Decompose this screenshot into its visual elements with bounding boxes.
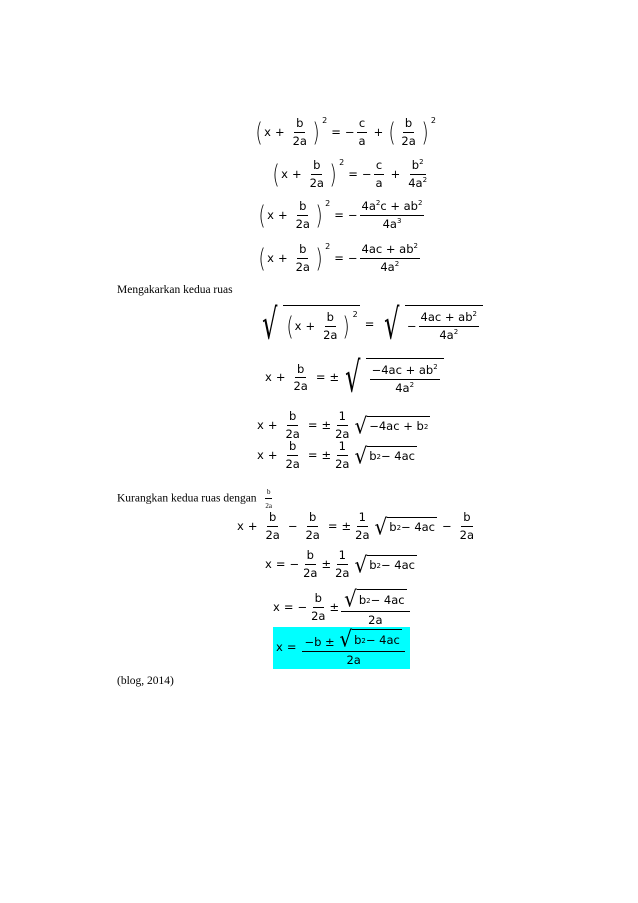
fraction: $\frac{b}{2a}$	[311, 591, 326, 623]
square-root: √ b 2 − 4ac	[344, 585, 405, 613]
fraction: $\frac{-4ac + ab^2}{4a^2}$	[371, 363, 438, 395]
fraction: $\frac{4ac + ab^2}{4a^2}$	[361, 242, 418, 274]
text-kurangkan: Kurangkan kedua ruas dengan $\frac{b}{2a}$	[117, 488, 273, 510]
equation-line-3: ( x + $\frac{b}{2a}$ ) 2 = − $\frac{4a^2c + ab^2}{4a^3}$	[258, 198, 423, 231]
fraction: $\frac{b}{2a}$	[323, 310, 338, 342]
fraction: $\frac{4a^2c + ab^2}{4a^3}$	[361, 199, 423, 231]
fraction: $\frac{c}{a}$	[375, 158, 383, 190]
fraction: $\frac{b}{2a}$	[293, 361, 308, 393]
fraction: $\frac{1}{2a}$	[335, 409, 350, 441]
equation-line-1: ( x + $\frac{b}{2a}$ ) 2 = − $\frac{c}{a}$ + ( $\frac{b}{2a}$ ) 2	[255, 115, 436, 148]
fraction: $\frac{1}{2a}$	[335, 439, 350, 471]
square-root: √ b 2 − 4ac	[354, 442, 415, 469]
equation-line-2: ( x + $\frac{b}{2a}$ ) 2 = − $\frac{c}{a}$ + $\frac{b^2}{4a^2}$	[272, 157, 428, 190]
fraction: $\frac{b}{2a}$	[459, 510, 475, 542]
fraction: $\frac{1}{2a}$	[355, 510, 370, 542]
fraction: $\frac{b}{2a}$	[285, 409, 300, 441]
fraction: $\frac{b^2}{4a^2}$	[408, 158, 428, 190]
equation-line-7: x + $\frac{b}{2a}$ = ± $\frac{1}{2a}$ √ −4ac + b 2	[257, 409, 429, 441]
equation-line-5: √ ( x + $\frac{b}{2a}$ ) 2 = √ − $\frac{4ac + ab^2}{4a^2}$	[256, 305, 484, 345]
fraction: $\frac{b}{2a}$	[303, 548, 318, 580]
citation: (blog, 2014)	[117, 675, 174, 687]
fraction: $\frac{b}{2a}$	[265, 510, 280, 542]
fraction: $\frac{4ac + ab^2}{4a^2}$	[420, 310, 477, 342]
square-root: √ b 2 − 4ac	[339, 625, 400, 653]
fraction: −b ± √ b 2 − 4ac 2a	[302, 629, 404, 667]
equation-line-11: x = − $\frac{b}{2a}$ ± √ b 2 − 4ac 2a	[273, 589, 412, 627]
fraction: $\frac{b}{2a}$	[295, 242, 310, 274]
quadratic-formula-highlight: x = −b ± √ b 2 − 4ac 2a	[273, 627, 410, 669]
fraction: $\frac{b}{2a}$	[292, 116, 307, 148]
fraction: $\frac{b}{2a}$	[265, 488, 273, 510]
fraction: $\frac{1}{2a}$	[335, 548, 350, 580]
fraction: $\frac{b}{2a}$	[285, 439, 300, 471]
equation-line-6: x + $\frac{b}{2a}$ = ± √ $\frac{-4ac + ab^2}{4a^2}$	[265, 358, 445, 398]
equation-line-9: x + $\frac{b}{2a}$ − $\frac{b}{2a}$ = ± $\frac{1}{2a}$ √ b 2 − 4ac − $\frac{b}{2a}$	[237, 510, 475, 542]
fraction: $\frac{b}{2a}$	[305, 510, 320, 542]
equation-line-10: x = − $\frac{b}{2a}$ ± $\frac{1}{2a}$ √ b 2 − 4ac	[265, 548, 415, 580]
square-root: √ −4ac + b 2	[354, 412, 429, 439]
square-root: √ ( x + $\frac{b}{2a}$ ) 2	[262, 300, 358, 350]
fraction: $\frac{b}{2a}$	[401, 116, 416, 148]
fraction: $\frac{b}{2a}$	[295, 199, 310, 231]
equation-line-4: ( x + $\frac{b}{2a}$ ) 2 = − $\frac{4ac + ab^2}{4a^2}$	[258, 241, 418, 274]
square-root: √ b 2 − 4ac	[354, 551, 415, 578]
equation-line-8: x + $\frac{b}{2a}$ = ± $\frac{1}{2a}$ √ b 2 − 4ac	[257, 439, 415, 471]
square-root: √ $\frac{-4ac + ab^2}{4a^2}$	[340, 358, 444, 398]
square-root: √ b 2 − 4ac	[374, 513, 436, 540]
fraction: $\frac{b}{2a}$	[309, 158, 324, 190]
fraction: $\frac{c}{a}$	[358, 116, 366, 148]
text-mengakarkan: Mengakarkan kedua ruas	[117, 284, 233, 296]
square-root: √ − $\frac{4ac + ab^2}{4a^2}$	[379, 305, 483, 345]
fraction: √ b 2 − 4ac 2a	[341, 589, 410, 627]
